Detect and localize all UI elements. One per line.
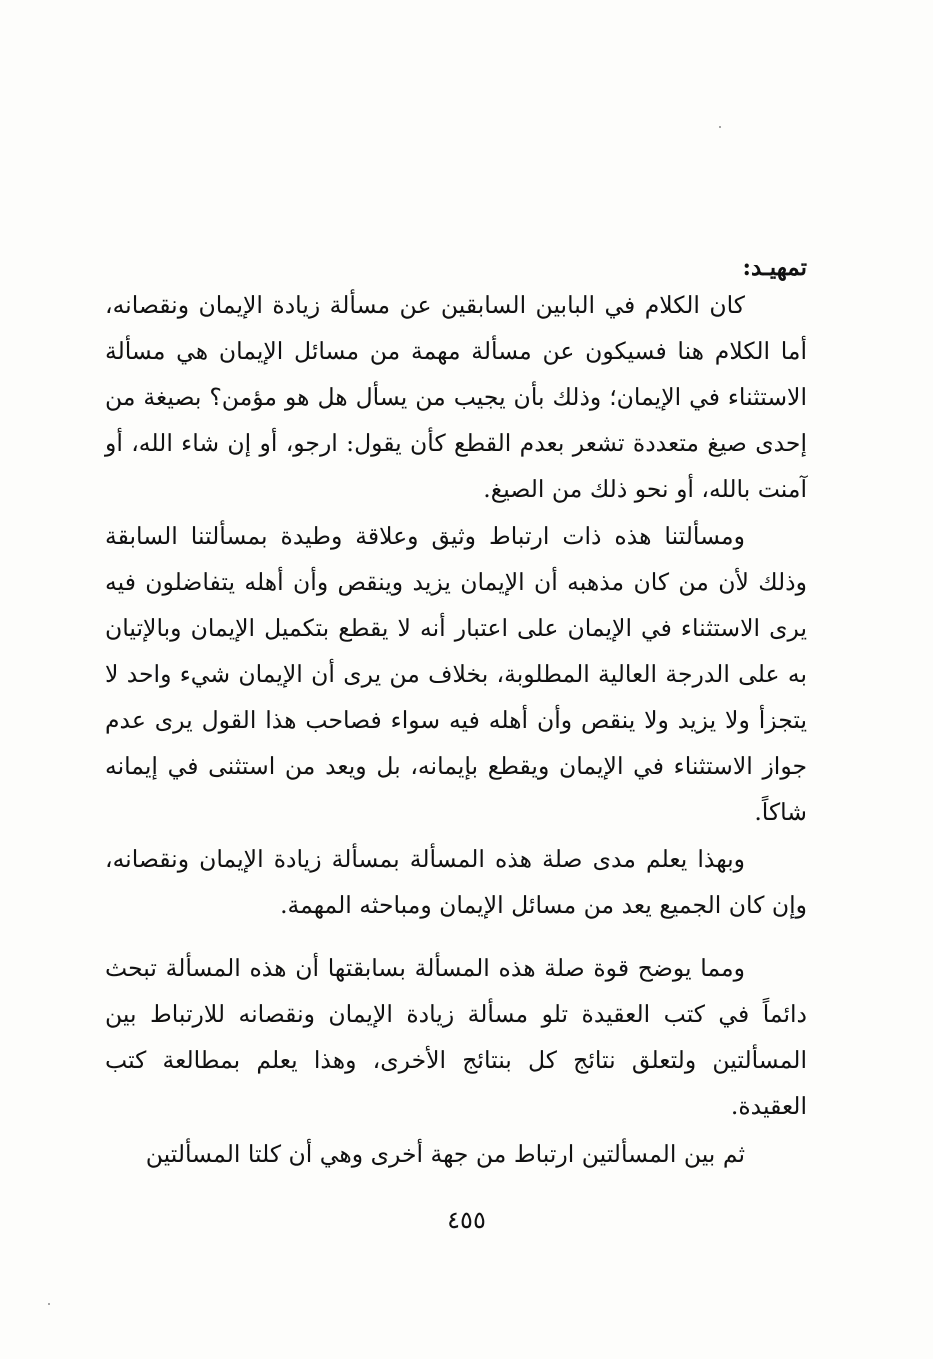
paragraph-5 (105, 1131, 807, 1177)
paragraph-1 (105, 282, 807, 512)
page-number: ٤٥٥ (447, 1206, 486, 1234)
paragraph-3 (105, 836, 807, 928)
paragraph-text: ثم بين المسألتين ارتباط من جهة أخرى وهي أن كلتا المسألتين (145, 1140, 745, 1168)
section-heading: تمهيـد: (742, 254, 807, 281)
paragraph-2 (105, 513, 807, 835)
paragraph-text: كان الكلام في البابين السابقين عن مسألة زيادة الإيمان ونقصانه، أما الكلام هنا فسيكون عن مسألة مهمة من مسائل الإيمان هي مسألة الاستثناء في الإيمان؛ وذلك بأن يجيب من يسأل هل هو مؤمن؟ بصيغة من إحدى صيغ متعددة تشعر بعدم القطع كأن يقول: ارجو، أو إن شاء الله، أو آمنت بالله، أو نحو ذلك من الصيغ. (105, 291, 807, 503)
scan-speck (48, 1303, 50, 1305)
paragraph-text: ومسألتنا هذه ذات ارتباط وثيق وعلاقة وطيدة بمسألتنا السابقة وذلك لأن من كان مذهبه أن الإيمان يزيد وينقص وأن أهله يتفاضلون فيه يرى الاستثناء في الإيمان على اعتبار أنه لا يقطع بتكميل الإيمان وبالإتيان به على الدرجة العالية المطلوبة، بخلاف من يرى أن الإيمان شيء واحد لا يتجزأ ولا يزيد ولا ينقص وأن أهله فيه سواء فصاحب هذا القول يرى عدم جواز الاستثناء في الإيمان ويقطع بإيمانه، بل ويعد من استثنى في إيمانه شاكاً. (105, 522, 807, 826)
scan-speck (719, 126, 721, 128)
paragraph-4 (105, 945, 807, 1129)
paragraph-text: وبهذا يعلم مدى صلة هذه المسألة بمسألة زيادة الإيمان ونقصانه، وإن كان الجميع يعد من مسائل الإيمان ومباحثه المهمة. (105, 845, 807, 919)
paragraph-text: ومما يوضح قوة صلة هذه المسألة بسابقتها أن هذه المسألة تبحث دائماً في كتب العقيدة تلو مسألة زيادة الإيمان ونقصانه للارتباط بين المسألتين ولتعلق نتائج كل بنتائج الأخرى، وهذا يعلم بمطالعة كتب العقيدة. (105, 954, 807, 1120)
